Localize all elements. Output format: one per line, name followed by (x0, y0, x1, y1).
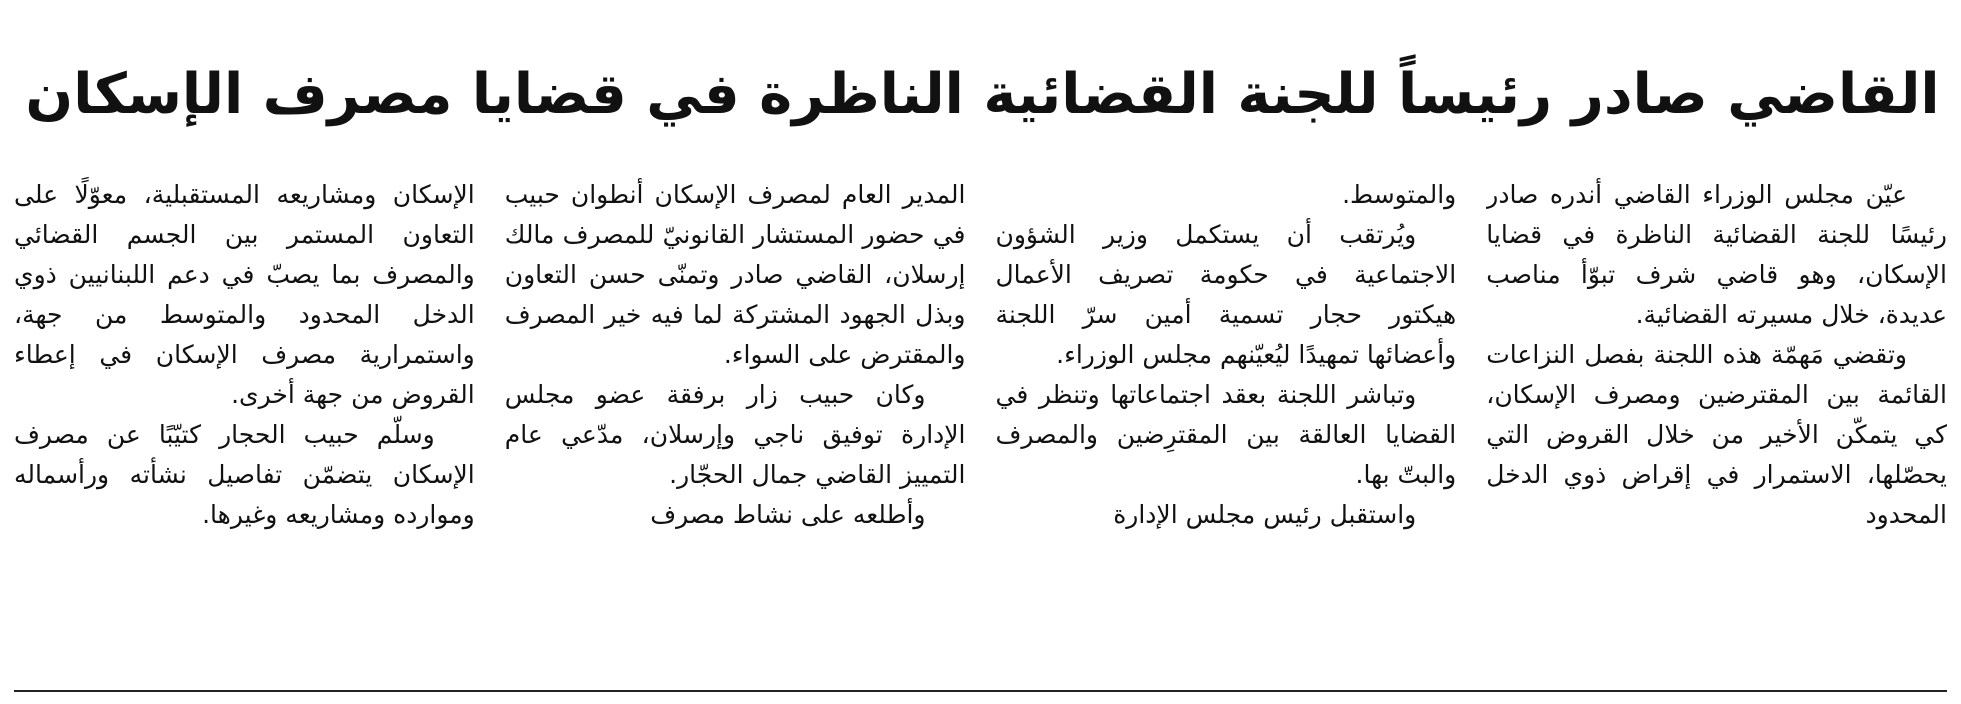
paragraph: وتباشر اللجنة بعقد اجتماعاتها وتنظر في القضايا العالقة بين المقترِضين والمصرف والبتّ بها. (995, 380, 1457, 489)
article-column-2 (996, 175, 1457, 675)
paragraph: الإسكان ومشاريعه المستقبلية، معوّلًا على التعاون المستمر بين الجسم القضائي والمصرف بما يصبّ في دعم اللبنانيين ذوي الدخل المحدود والمتوسط من جهة، واستمرارية مصرف الإسكان في إعطاء القروض من جهة أخرى. (14, 180, 475, 409)
bottom-divider (14, 690, 1947, 692)
paragraph: والمتوسط. (1342, 180, 1457, 209)
paragraph: المدير العام لمصرف الإسكان أنطوان حبيب في حضور المستشار القانونيّ للمصرف مالك إرسلان، القاضي صادر وتمنّى حسن التعاون وبذل الجهود المشتركة لما فيه خير المصرف والمقترض على السواء. (504, 180, 966, 369)
article-column-1 (1486, 175, 1947, 675)
paragraph: وأطلعه على نشاط مصرف (650, 500, 926, 529)
paragraph: وكان حبيب زار برفقة عضو مجلس الإدارة توفيق ناجي وإرسلان، مدّعي عام التمييز القاضي جمال الحجّار. (504, 380, 966, 489)
article-headline: القاضي صادر رئيساً للجنة القضائية الناظرة في قضايا مصرف الإسكان (25, 62, 1940, 127)
article-column-4 (14, 175, 475, 675)
paragraph: وتقضي مَهمّة هذه اللجنة بفصل النزاعات القائمة بين المقترضين ومصرف الإسكان، كي يتمكّن الأخير من خلال القروض التي يحصّلها، الاستمرار في إقراض ذوي الدخل المحدود (1486, 340, 1947, 529)
article-column-3 (505, 175, 966, 675)
article-body (14, 175, 1947, 675)
paragraph: واستقبل رئيس مجلس الإدارة (1113, 500, 1417, 529)
paragraph: وسلّم حبيب الحجار كتيّبًا عن مصرف الإسكان يتضمّن تفاصيل نشأته ورأسماله وموارده ومشاريعه وغيرها. (14, 420, 475, 529)
paragraph: عيّن مجلس الوزراء القاضي أندره صادر رئيسًا للجنة القضائية الناظرة في قضايا الإسكان، وهو قاضي شرف تبوّأ مناصب عديدة، خلال مسيرته القضائية. (1486, 180, 1947, 329)
paragraph: ويُرتقب أن يستكمل وزير الشؤون الاجتماعية في حكومة تصريف الأعمال هيكتور حجار تسمية أمين سرّ اللجنة وأعضائها تمهيدًا ليُعيّنهم مجلس الوزراء. (995, 220, 1457, 369)
